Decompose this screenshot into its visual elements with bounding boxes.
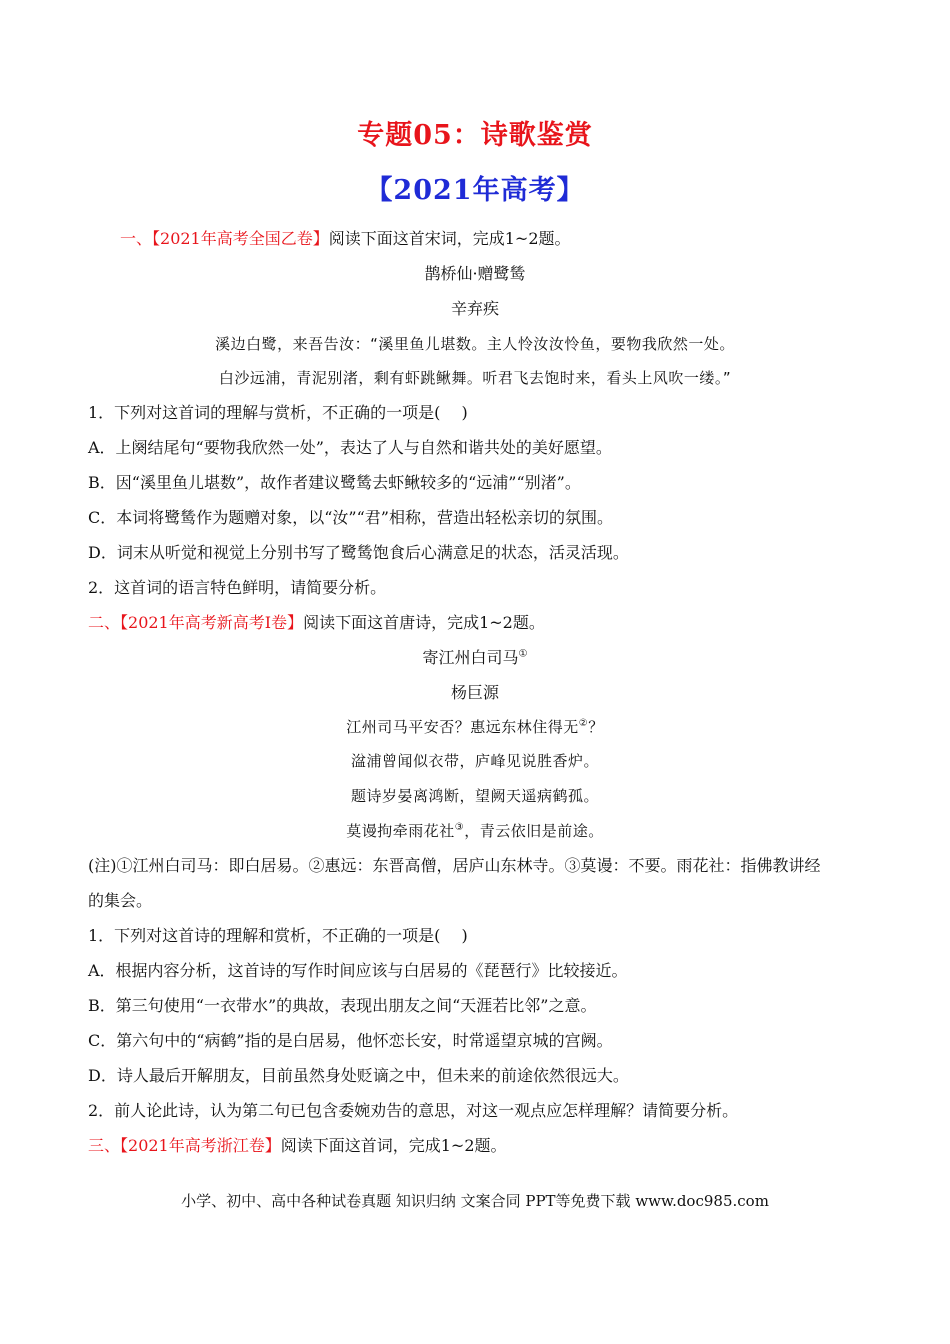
section1-poem-title: 鹊桥仙·赠鹭鸶: [424, 264, 526, 283]
footnote-marker: ②: [578, 718, 589, 729]
section2-source: 【2021年高考新高考I卷】: [120, 613, 304, 632]
poem-text: ，青云依旧是前途。: [464, 822, 604, 840]
section2-poem-line: 题诗岁晏离鸿断，望阙天遥病鹤孤。: [350, 787, 599, 805]
section2-option-c: C．第六句中的“病鹤”指的是白居易，他怀恋长安，时常遥望京城的宫阙。: [88, 1031, 613, 1050]
section1-heading: [120, 228, 900, 250]
poem-text: ？: [588, 718, 604, 736]
section2-note-cont: 的集会。: [88, 891, 153, 910]
section2-heading: [88, 612, 868, 634]
section2-question1: 1．下列对这首诗的理解和赏析，不正确的一项是( ): [88, 926, 468, 945]
section2-poem-line: [0, 820, 950, 842]
section2-note: (注)①江州白司马：即白居易。②惠远：东晋高僧，居庐山东林寺。③莫谩：不要。雨花社：指佛教讲经: [88, 856, 821, 875]
page-title: 专题05：诗歌鉴赏: [357, 120, 593, 151]
section2-poem-title-text: 寄江州白司马: [422, 648, 519, 667]
section2-number: 二、: [88, 613, 121, 632]
section1-question2: 2．这首词的语言特色鲜明，请简要分析。: [88, 578, 387, 597]
section2-instruction: 阅读下面这首唐诗，完成1~2题。: [303, 613, 545, 632]
section1-option-a: A．上阕结尾句“要物我欣然一处”，表达了人与自然和谐共处的美好愿望。: [88, 438, 612, 457]
page-footer[interactable]: 小学、初中、高中各种试卷真题 知识归纳 文案合同 PPT等免费下载 www.doc985.com: [181, 1192, 769, 1210]
page-subtitle: 【2021年高考】: [365, 175, 585, 206]
poem-text: 江州司马平安否？惠远东林住得无: [346, 718, 579, 736]
section2-poem-line: 湓浦曾闻似衣带，庐峰见说胜香炉。: [350, 752, 599, 770]
section1-poem-line: 白沙远浦，青泥别渚，剩有虾跳鳅舞。听君飞去饱时来，看头上风吹一缕。”: [218, 369, 732, 387]
section1-poem-line: 溪边白鹭，来吾告汝：“溪里鱼儿堪数。主人怜汝汝怜鱼，要物我欣然一处。: [215, 335, 735, 353]
footnote-marker: ①: [518, 648, 528, 660]
section3-source: 【2021年高考浙江卷】: [120, 1136, 281, 1155]
section1-option-c: C．本词将鹭鸶作为题赠对象，以“汝”“君”相称，营造出轻松亲切的氛围。: [88, 508, 613, 527]
section1-poem-author: 辛弃疾: [450, 299, 499, 318]
section2-poem-line: [0, 716, 950, 738]
section1-number: 一、: [120, 229, 153, 248]
section1-source: 【2021年高考全国乙卷】: [152, 229, 329, 248]
section2-poem-title: [0, 647, 950, 669]
section1-option-b: B．因“溪里鱼儿堪数”，故作者建议鹭鸶去虾鳅较多的“远浦”“别渚”。: [88, 473, 581, 492]
section2-option-a: A．根据内容分析，这首诗的写作时间应该与白居易的《琵琶行》比较接近。: [88, 961, 628, 980]
section2-option-b: B．第三句使用“一衣带水”的典故，表现出朋友之间“天涯若比邻”之意。: [88, 996, 597, 1015]
section1-question1: 1．下列对这首词的理解与赏析，不正确的一项是( ): [88, 403, 468, 422]
footnote-marker: ③: [454, 822, 465, 833]
section1-instruction: 阅读下面这首宋词，完成1~2题。: [328, 229, 571, 248]
section3-heading: [88, 1135, 868, 1157]
section2-option-d: D．诗人最后开解朋友，目前虽然身处贬谪之中，但未来的前途依然很远大。: [88, 1066, 629, 1085]
section2-question2: 2．前人论此诗，认为第二句已包含委婉劝告的意思，对这一观点应怎样理解？请简要分析。: [88, 1101, 739, 1120]
section3-instruction: 阅读下面这首词，完成1~2题。: [280, 1136, 507, 1155]
section3-number: 三、: [88, 1136, 121, 1155]
poem-text: 莫谩拘牵雨花社: [346, 822, 455, 840]
section1-option-d: D．词末从听觉和视觉上分别书写了鹭鸶饱食后心满意足的状态，活灵活现。: [88, 543, 629, 562]
section2-poem-author: 杨巨源: [450, 683, 499, 702]
